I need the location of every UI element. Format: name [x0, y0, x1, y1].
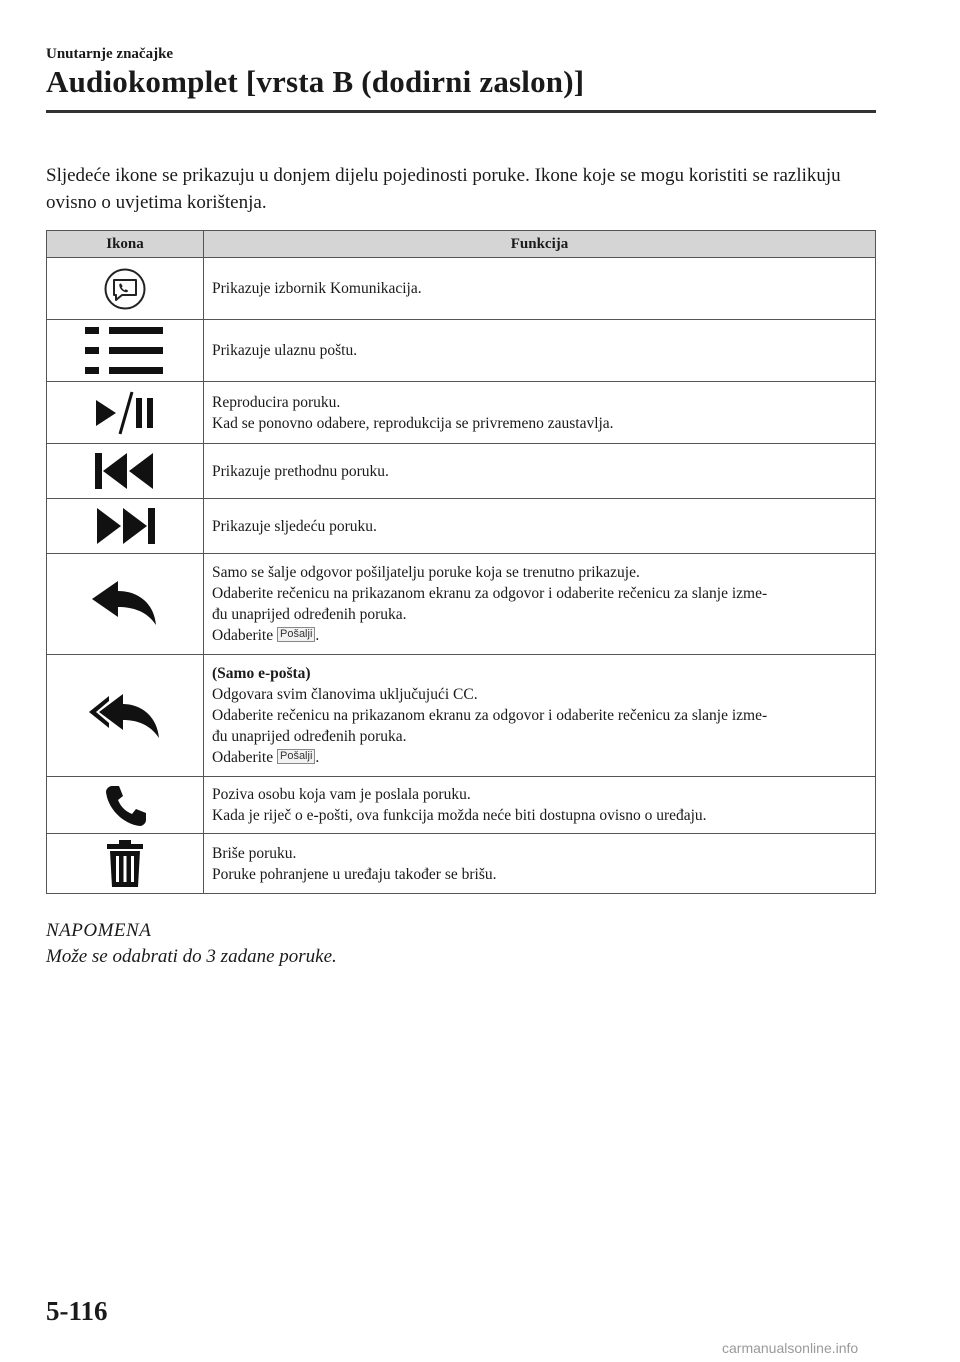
send-button-reference: Pošalji: [277, 749, 315, 764]
row-text: Kad se ponovno odabere, reprodukcija se privremeno zaustavlja.: [212, 414, 614, 432]
row-text: Poziva osobu koja vam je poslala poruku.: [212, 786, 471, 803]
trash-icon: [105, 839, 145, 889]
table-row: [47, 444, 876, 499]
send-button-reference: Pošalji: [277, 627, 315, 642]
row-text: Prikazuje ulaznu poštu.: [212, 342, 358, 359]
row-text: Kada je riječ o e-pošti, ova funkcija možda neće biti dostupna ovisno o uređaju.: [212, 807, 707, 824]
intro-paragraph: Sljedeće ikone se prikazuju u donjem dijelu pojedinosti poruke. Ikone koje se mogu koristiti se razlikuju ovisno o uvjetima korištenja.: [46, 165, 841, 213]
select-suffix: .: [315, 627, 320, 644]
table-row: [47, 320, 876, 382]
row-heading: (Samo e-pošta): [212, 665, 311, 682]
table-row: [47, 777, 876, 834]
communication-icon: [103, 267, 147, 311]
header-icon: Ikona: [47, 231, 204, 258]
icon-function-table: [46, 230, 876, 894]
row-text: Prikazuje izbornik Komunikacija.: [212, 280, 422, 297]
row-text: Odaberite rečenicu na prikazanom ekranu za odgovor i odaberite rečenicu za slanje izme-: [212, 707, 768, 724]
table-row: [47, 655, 876, 777]
row-text: đu unaprijed određenih poruka.: [212, 728, 407, 745]
row-text: Reproducira poruku.: [212, 393, 341, 411]
row-text: Briše poruku.: [212, 844, 297, 862]
table-header-row: [47, 231, 876, 258]
select-prefix: Odaberite: [212, 749, 274, 766]
reply-all-icon: [87, 690, 163, 742]
table-row: [47, 554, 876, 655]
row-select-line: [212, 747, 867, 768]
select-suffix: .: [315, 749, 320, 766]
select-prefix: Odaberite: [212, 627, 274, 644]
header-function: Funkcija: [204, 231, 876, 258]
reply-icon: [90, 579, 160, 629]
row-text: Odaberite rečenicu na prikazanom ekranu za odgovor i odaberite rečenicu za slanje izme-: [212, 585, 768, 602]
page-number: 5-116: [46, 1296, 108, 1326]
row-text: Poruke pohranjene u uređaju također se brišu.: [212, 865, 497, 883]
watermark: carmanualsonline.info: [722, 1340, 859, 1356]
note-text: Može se odabrati do 3 zadane poruke.: [46, 946, 337, 967]
row-select-line: [212, 625, 867, 646]
row-text: đu unaprijed određenih poruka.: [212, 606, 407, 623]
phone-icon: [103, 783, 147, 827]
note-title: NAPOMENA: [46, 920, 152, 941]
previous-track-icon: [93, 451, 157, 491]
table-row: [47, 382, 876, 444]
page-title: Audiokomplet [vrsta B (dodirni zaslon)]: [46, 64, 585, 99]
title-divider: [46, 110, 876, 113]
next-track-icon: [93, 506, 157, 546]
row-text: Prikazuje sljedeću poruku.: [212, 517, 377, 535]
section-label: Unutarnje značajke: [46, 46, 174, 62]
play-pause-icon: [92, 390, 158, 436]
row-text: Prikazuje prethodnu poruku.: [212, 462, 389, 480]
table-row: [47, 258, 876, 320]
row-text: Samo se šalje odgovor pošiljatelju poruke koja se trenutno prikazuje.: [212, 564, 640, 581]
row-text: Odgovara svim članovima uključujući CC.: [212, 686, 478, 703]
table-row: [47, 499, 876, 554]
table-row: [47, 834, 876, 894]
list-icon: [85, 327, 165, 375]
